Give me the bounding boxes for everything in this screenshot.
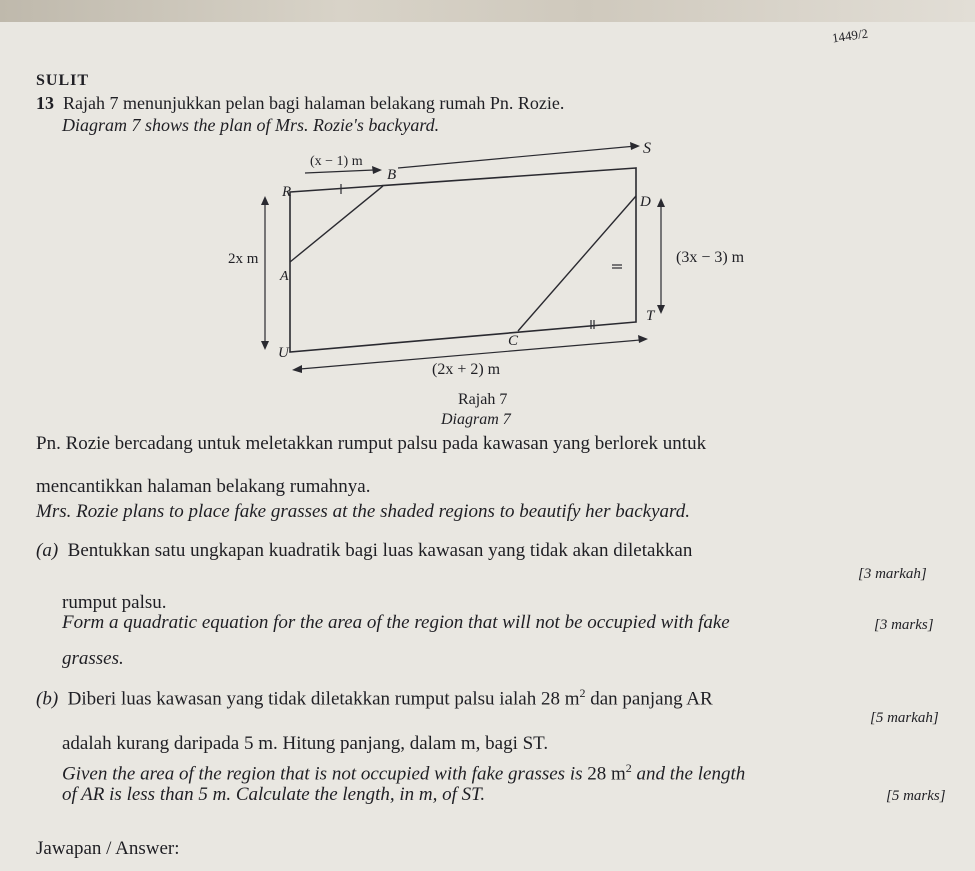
part-b-malay-line-1 [36,682,713,710]
area-value-english: 28 m [587,763,626,785]
arrow-head-icon [261,196,269,205]
part-b-malay-line-2: adalah kurang daripada 5 m. Hitung panjang, dalam m, bagi ST. [62,733,549,754]
line-D-C [518,196,636,331]
point-label-D: D [640,194,651,210]
point-label-S: S [643,140,651,157]
diagram-caption-malay: Rajah 7 [458,391,508,408]
dimension-label-right: (3x − 3) m [676,249,745,266]
dimension-arrow-top-right [398,146,636,168]
part-b-malay-text-b: dan panjang AR [590,688,713,710]
point-label-U: U [278,345,289,361]
arrow-head-icon [372,166,382,174]
diagram-caption-english: Diagram 7 [441,411,511,428]
page-code: 1449/2 [831,25,869,46]
arrow-head-icon [657,198,665,207]
point-label-A: A [280,269,289,284]
arrow-head-icon [630,142,640,150]
dimension-arrow-top [305,170,374,173]
context-malay-line-1: Pn. Rozie bercadang untuk meletakkan rumput palsu pada kawasan yang berlorek untuk [36,433,707,454]
part-b-english-text-a: Given the area of the region that is not occupied with fake grasses is [62,763,583,785]
part-b-marks-malay: [5 markah] [870,710,939,726]
part-b-label: (b) [36,688,59,710]
part-a-malay-text: Bentukkan satu ungkapan kuadratik bagi luas kawasan yang tidak akan diletakkan [67,540,693,561]
part-a-malay-line-1 [36,540,692,562]
question-intro-english: Diagram 7 shows the plan of Mrs. Rozie's backyard. [62,115,440,135]
context-malay-line-2: mencantikkan halaman belakang rumahnya. [36,476,371,497]
part-a-label: (a) [36,540,59,561]
point-label-T: T [646,308,655,324]
part-b-english-text-b: and the length [636,763,746,785]
area-value: 28 m [540,688,580,710]
part-a-malay-line-2: rumput palsu. [62,592,167,613]
question-intro-malay-text: Rajah 7 menunjukkan pelan bagi halaman belakang rumah Pn. Rozie. [63,93,565,113]
answer-label: Jawapan / Answer: [36,838,180,859]
arrow-head-icon [657,305,665,314]
classification-label: SULIT [36,72,90,89]
point-label-R: R [282,184,292,200]
part-a-english-line-2: grasses. [62,648,124,669]
dimension-label-top: (x − 1) m [310,154,363,169]
line-B-A [290,186,383,262]
arrow-head-icon [638,335,648,343]
part-b-english-line-2: of AR is less than 5 m. Calculate the length, in m, of ST. [62,784,486,805]
point-label-C: C [508,333,519,349]
arrow-head-icon [261,341,269,350]
point-label-B: B [387,167,397,183]
question-number: 13 [36,93,54,113]
part-a-marks-english: [3 marks] [874,617,934,633]
part-b-malay-text-a: Diberi luas kawasan yang tidak diletakkan rumput palsu ialah [67,688,537,710]
backyard-outline [290,168,636,352]
part-a-marks-malay: [3 markah] [858,566,927,582]
area-unit-superscript: 2 [579,686,586,700]
part-b-marks-english: [5 marks] [886,788,946,804]
dimension-label-bottom: (2x + 2) m [432,361,501,378]
context-english: Mrs. Rozie plans to place fake grasses at the shaded regions to beautify her backyard. [36,501,690,522]
area-unit-superscript-english: 2 [625,761,632,775]
arrow-head-icon [292,365,302,373]
part-b-english-line-1 [62,757,745,785]
dimension-label-left: 2x m [228,251,259,267]
part-a-english-line-1: Form a quadratic equation for the area of the region that will not be occupied with fake [62,612,730,633]
